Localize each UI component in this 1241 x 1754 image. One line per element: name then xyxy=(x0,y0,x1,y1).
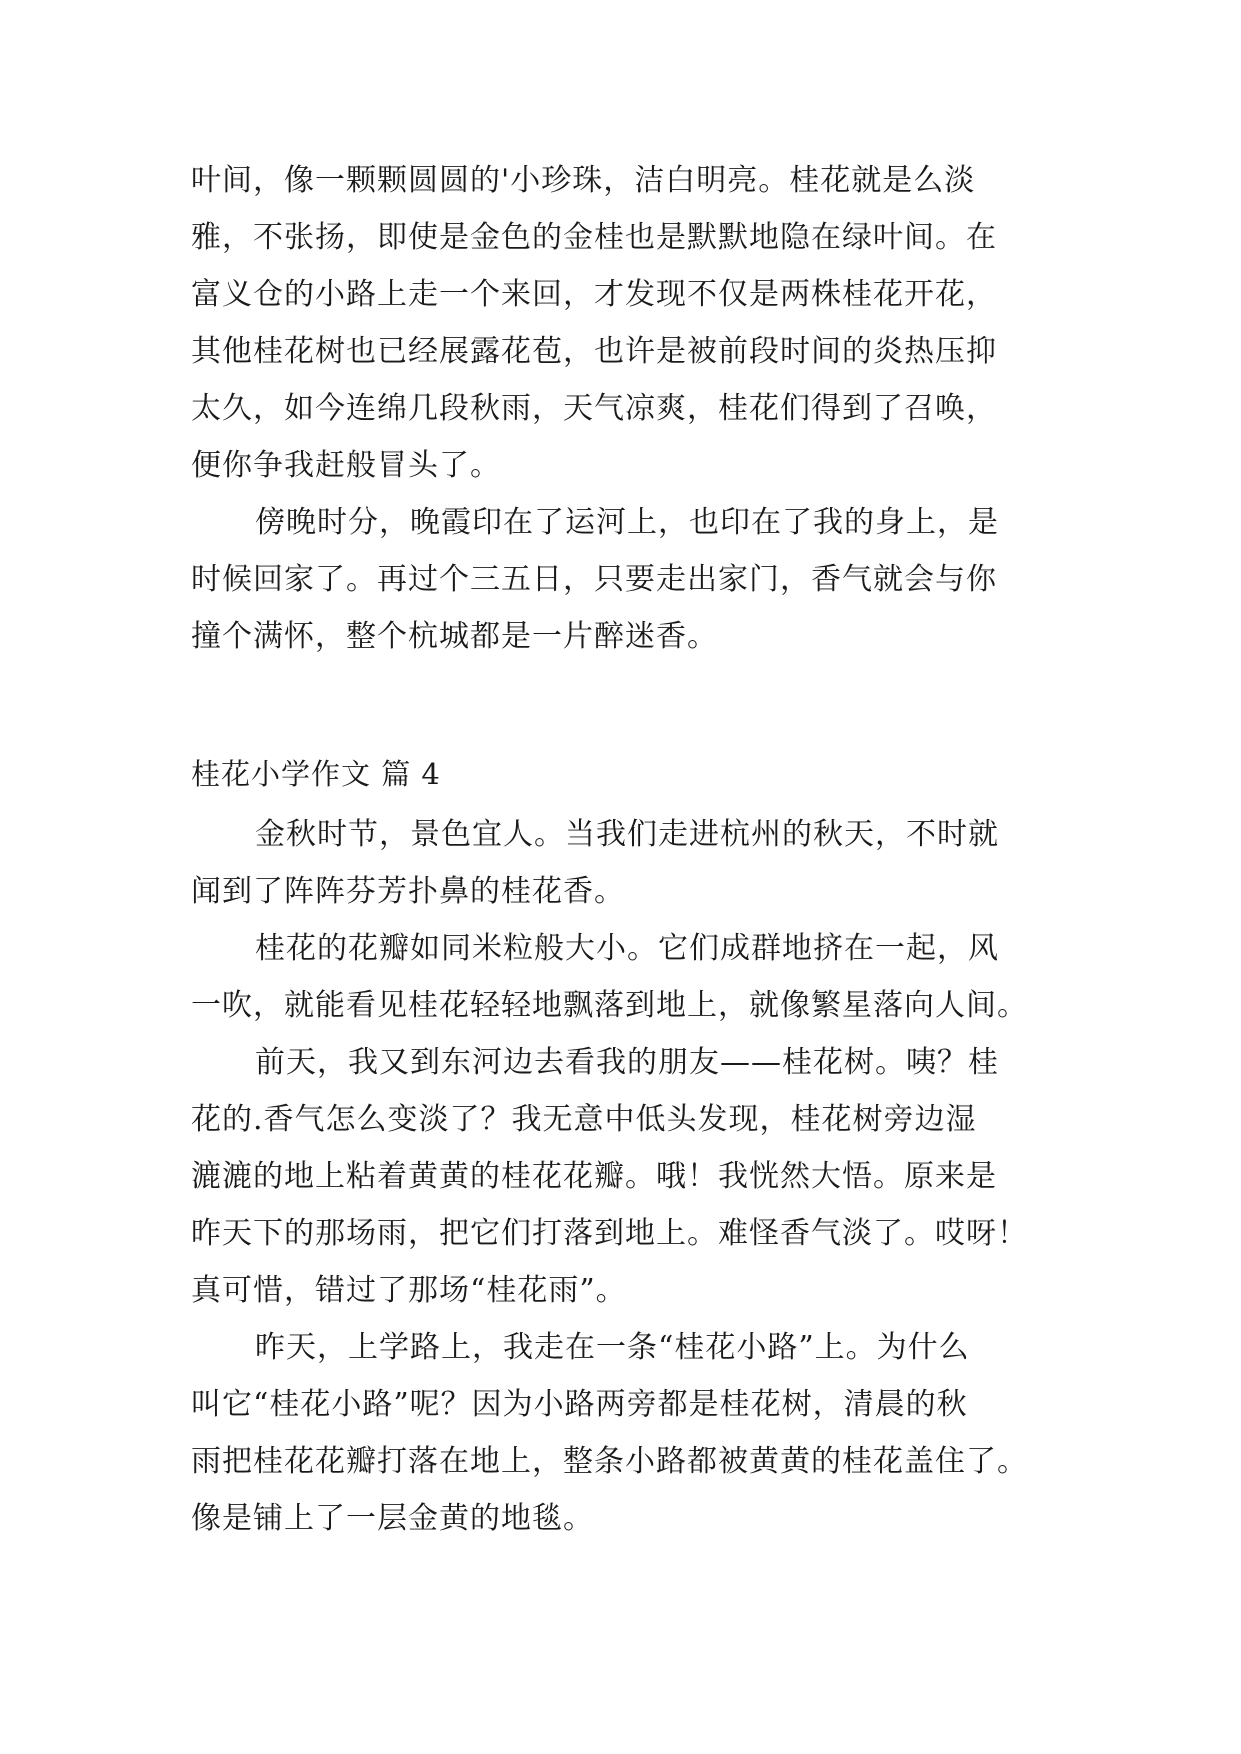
paragraph-line: 雅，不张扬，即使是金色的金桂也是默默地隐在绿叶间。在 xyxy=(191,220,997,255)
paragraph-line: 昨天，上学路上，我走在一条“桂花小路”上。为什么 xyxy=(255,1330,970,1365)
paragraph-line: 撞个满怀，整个杭城都是一片醉迷香。 xyxy=(191,619,718,654)
paragraph-line: 其他桂花树也已经展露花苞，也许是被前段时间的炎热压抑 xyxy=(191,334,997,369)
paragraph-line: 太久，如今连绵几段秋雨，天气凉爽，桂花们得到了召唤， xyxy=(191,391,997,426)
paragraph-line: 真可惜，错过了那场“桂花雨”。 xyxy=(191,1273,627,1308)
paragraph-line: 桂花的花瓣如同米粒般大小。它们成群地挤在一起，风 xyxy=(255,931,999,966)
essay-4-title: 桂花小学作文 篇 4 xyxy=(191,757,441,791)
paragraph-line: 一吹，就能看见桂花轻轻地飘落到地上，就像繁星落向人间。 xyxy=(191,988,1028,1023)
paragraph-line: 金秋时节，景色宜人。当我们走进杭州的秋天，不时就 xyxy=(255,817,999,852)
paragraph-line: 雨把桂花花瓣打落在地上，整条小路都被黄黄的桂花盖住了。 xyxy=(191,1444,1028,1479)
essay-3-ending xyxy=(191,152,1071,665)
paragraph-line: 昨天下的那场雨，把它们打落到地上。难怪香气淡了。哎呀！ xyxy=(191,1216,1028,1251)
paragraph-line: 花的.香气怎么变淡了？我无意中低头发现，桂花树旁边湿 xyxy=(191,1102,977,1137)
paragraph-line: 便你争我赶般冒头了。 xyxy=(191,448,501,483)
paragraph-line: 像是铺上了一层金黄的地毯。 xyxy=(191,1501,594,1536)
paragraph-line: 叫它“桂花小路”呢？因为小路两旁都是桂花树，清晨的秋 xyxy=(191,1387,968,1422)
paragraph-line: 富义仓的小路上走一个来回，才发现不仅是两株桂花开花， xyxy=(191,277,997,312)
paragraph-line: 傍晚时分，晚霞印在了运河上，也印在了我的身上，是 xyxy=(255,505,999,540)
paragraph-line: 漉漉的地上粘着黄黄的桂花花瓣。哦！我恍然大悟。原来是 xyxy=(191,1159,997,1194)
paragraph-line: 叶间，像一颗颗圆圆的'小珍珠，洁白明亮。桂花就是么淡 xyxy=(191,163,976,198)
paragraph-line: 前天，我又到东河边去看我的朋友——桂花树。咦？桂 xyxy=(255,1045,999,1080)
paragraph-line: 闻到了阵阵芬芳扑鼻的桂花香。 xyxy=(191,874,625,909)
essay-4-body xyxy=(191,806,1071,1547)
paragraph-line: 时候回家了。再过个三五日，只要走出家门，香气就会与你 xyxy=(191,562,997,597)
